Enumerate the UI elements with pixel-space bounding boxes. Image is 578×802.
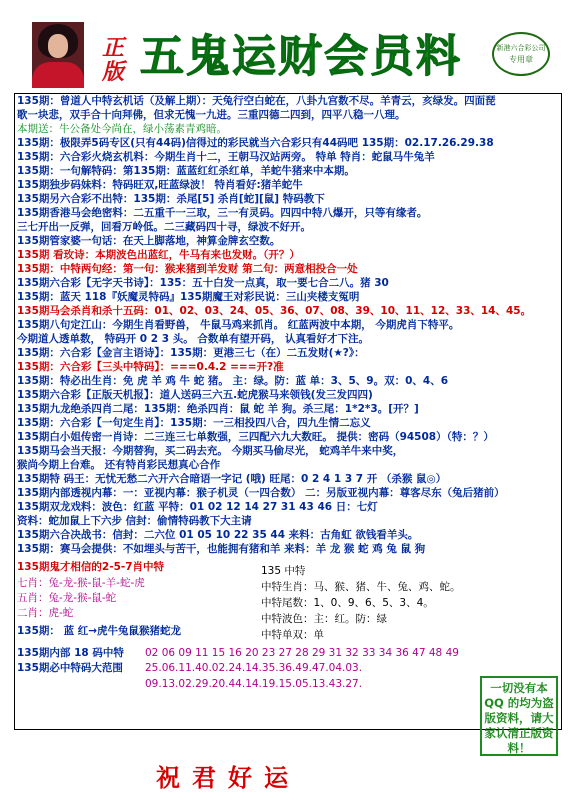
left-block-2: 二肖：虎-蛇 bbox=[17, 607, 74, 619]
row-0: 135期：曾道人中特玄机话（及解上期）：天兔行空白蛇在，八卦九宫数不尽。羊青云，亥绿发。四面琵 bbox=[17, 95, 496, 107]
seal-stamp bbox=[492, 32, 550, 76]
row-11: 135期 看玫诗：本期波色出蓝红，牛马有来也发财。（开？） bbox=[17, 249, 300, 261]
row-13: 135期六合彩【无字天书诗】：135：五十白发一点真，取一要七合二八。猪 30 bbox=[17, 277, 389, 289]
row-12: 135期：中特两句经：第一句：猴来猪到羊发财 第二句：两意相投合一处 bbox=[17, 263, 358, 275]
row-15: 135期马会杀肖和杀十五码：01、02、03、24、05、36、07、08、39、10、11、12、33、14、45。 bbox=[17, 305, 532, 317]
row-4: 135期：六合彩火烧玄机料：今期生肖十二，王朝马汉站两旁。 特单 特肖：蛇鼠马牛兔羊 bbox=[17, 151, 435, 163]
row-17: 今期道人透单数， 特码开 0 2 3 头。 合数单有望开码， 认真看好才下注。 bbox=[17, 333, 370, 345]
row-3: 135期：极限弄5码专区(只有44码)信得过的彩民就当六合彩只有44码吧 135期：02.17.26.29.38 bbox=[17, 137, 494, 149]
row-27: 135期特 码王：无忧无愁二六开六合暗语一字记 (哦) 旺尾：0 2 4 1 3 7 开 （杀猴 鼠◎） bbox=[17, 473, 447, 485]
row-19: 135期：六合彩【三头中特码】：===0.4.2 ===开?准 bbox=[17, 361, 284, 373]
row-21: 135期六合彩【正版天机报】：道人送码三六五.蛇虎猴马来领钱(发三发四四) bbox=[17, 389, 373, 401]
right-block-a: 中特生肖：马、猴、猪、牛、兔、鸡、蛇。 bbox=[261, 581, 461, 593]
row-10: 135期管家婆一句话：在天上脚落地，神算金牌玄空数。 bbox=[17, 235, 281, 247]
right-block-b: 中特尾数：1、0、9、6、5、3、4。 bbox=[261, 597, 434, 609]
left-block-5: 五肖：兔-龙-猴-鼠-蛇 bbox=[17, 592, 117, 604]
row-1: 歌一块悲，双手合十向拜佛，但求无愧一九进。三重四德二四到，四平八稳一八理。 bbox=[17, 109, 406, 121]
seal-line2: 专用章 bbox=[509, 55, 533, 64]
row-14: 135期：蓝天 118『妖魔灵特码』135期魔王对彩民说：三山夹楼支冤明 bbox=[17, 291, 360, 303]
internal18-label: 135期内部 18 码中特 bbox=[17, 647, 124, 659]
notice-line-1: QQ 的均为盗 bbox=[484, 696, 554, 710]
row-24: 135期白小姐传密一肖诗：二三连三七单数强，三四配六九大数旺。 提供：密码（94508）（特：？） bbox=[17, 431, 494, 443]
seal-line1: 新港六合彩公司 bbox=[496, 44, 546, 52]
notice-box bbox=[480, 676, 558, 756]
row-32: 135期：赛马会提供：不如埋头与苦干，也能拥有猪和羊 来料：羊 龙 猴 蛇 鸡 兔 鼠 狗 bbox=[17, 543, 426, 555]
notice-line-2: 版资料，请大 bbox=[484, 711, 554, 725]
avatar-face bbox=[48, 34, 68, 58]
zhengban-mark: 正版 bbox=[102, 35, 125, 85]
big-range-2: 09.13.02.29.20.44.14.19.15.05.13.43.27. bbox=[145, 678, 363, 690]
avatar bbox=[32, 22, 84, 88]
right-block-d: 中特单双：单 bbox=[261, 629, 324, 641]
row-29: 135期双龙戏料：波色：红蓝 平特：01 02 12 14 27 31 43 46 日：七灯 bbox=[17, 501, 378, 513]
row-18: 135期：六合彩【金言主语诗】：135期：更港三七（在）二五发财(★?》： bbox=[17, 347, 365, 359]
right-block-h: 135 中特 bbox=[261, 565, 306, 577]
left-block-title: 135期鬼才相信的2-5-7肖中特 bbox=[17, 561, 165, 573]
row-28: 135期内部透视内幕：一：亚视内幕：猴子机灵（一四合数） 二：另版亚视内幕：尊客尽东（兔后猪前） bbox=[17, 487, 505, 499]
avatar-coat bbox=[32, 62, 84, 88]
row-26: 猴尚今期上台难。 还有特肖彩民想真心合作 bbox=[17, 459, 221, 471]
content-box bbox=[14, 93, 562, 730]
row-2: 本期送：牛公备处今尚在，绿小荡素青鸡暗。 bbox=[17, 123, 227, 135]
row-9: 三七开出一反弹，回看万岭低。二三藏码四十寻，绿波不好开。 bbox=[17, 221, 311, 233]
left-block-7: 七肖：兔-龙-猴-鼠-羊-蛇-虎 bbox=[17, 577, 145, 589]
notice-line-3: 家认清正版资 bbox=[484, 726, 554, 740]
footer-blessing: 祝君好运 bbox=[156, 763, 300, 792]
row-20: 135期：特必出生肖：免 虎 羊 鸡 牛 蛇 猪。 主：绿。防：蓝 单：3、5、9。双：0、4、6 bbox=[17, 375, 448, 387]
row-25: 135期马会当天报：今期替狗，买二码去充。 今期买马偷尽光， 蛇鸡羊牛来中奖， bbox=[17, 445, 404, 457]
big-range-label: 135期必中特码大范围 bbox=[17, 662, 123, 674]
row-5: 135期：一句解特码：第135期：蓝蓝红红杀红单，羊蛇牛猪来中本期。 bbox=[17, 165, 355, 177]
row-6: 135期独步码妹料：特码旺双,旺蓝绿波！ 特肖看好:猪羊蛇牛 bbox=[17, 179, 303, 191]
internal18-numbers: 02 06 09 11 15 16 20 23 27 28 29 31 32 33 34 36 47 48 49 bbox=[145, 647, 459, 659]
row-7: 135期另六合彩不出特：135期：杀尾[5] 杀肖[蛇][鼠] 特码教下 bbox=[17, 193, 325, 205]
row-16: 135期八句定江山：今期生肖看野兽， 牛鼠马鸡来抓肖。 红蓝两波中本期， 今期虎肖下特平。 bbox=[17, 319, 460, 331]
row-22: 135期九龙绝杀四肖二尾：135期：绝杀四肖：鼠 蛇 羊 狗。杀三尾：1*2*3。[开？] bbox=[17, 403, 419, 415]
left-block-135: 135期： 蓝 红→虎牛兔鼠猴猪蛇龙 bbox=[17, 625, 182, 637]
row-23: 135期：六合彩【一句定生肖】：135期：一三相投四八合，四九生情二忘义 bbox=[17, 417, 371, 429]
right-block-c: 中特波色：主：红。防：绿 bbox=[261, 613, 387, 625]
notice-line-4: 料！ bbox=[507, 741, 531, 755]
row-8: 135期香港马会绝密料：二五重千一三取，三一有灵码。四四中特八爆开，只等有缘者。 bbox=[17, 207, 428, 219]
big-range-1: 25.06.11.40.02.24.14.35.36.49.47.04.03. bbox=[145, 662, 363, 674]
header bbox=[0, 0, 578, 92]
row-30: 资料：蛇加鼠上下六步 信封：偷情特码教下大主请 bbox=[17, 515, 252, 527]
page-title: 五鬼运财会员料 bbox=[140, 31, 462, 82]
notice-line-0: 一切没有本 bbox=[490, 681, 548, 695]
row-31: 135期六合决战书：信封：二六位 01 05 10 22 35 44 来料：古角虹 欲钱看羊头。 bbox=[17, 529, 419, 541]
